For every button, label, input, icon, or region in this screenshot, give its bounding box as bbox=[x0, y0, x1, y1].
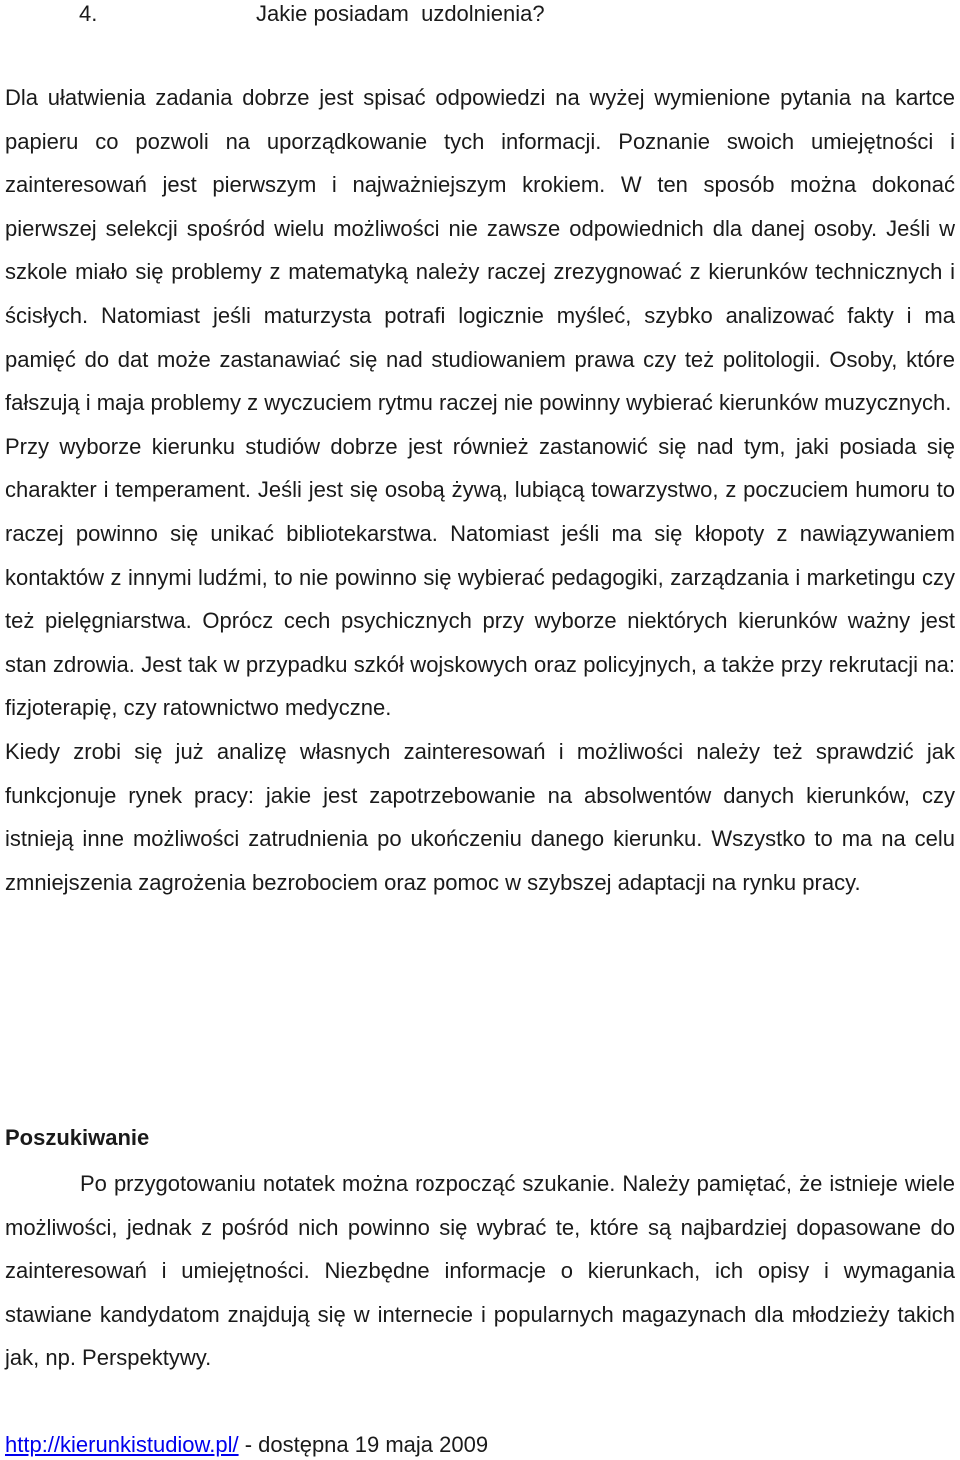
paragraph-search: Po przygotowaniu notatek można rozpocząć szukanie. Należy pamiętać, że istnieje wiele możliwości, jednak z pośród nich powinno się wybrać te, które są najbardziej dopasowane do zainteresowań i umiejętności. Niezbędne informacje o kierunkach, ich opisy i wymagania stawiane kandydatom znajdują się w internecie i popularnych magazynach dla młodzieży takich jak, np. Perspektywy. bbox=[5, 1171, 955, 1371]
search-section-body bbox=[5, 1162, 955, 1380]
footer-date: - dostępna 19 maja 2009 bbox=[238, 1432, 489, 1457]
search-section-title: Poszukiwanie bbox=[5, 1125, 150, 1150]
body-text bbox=[5, 76, 955, 904]
paragraph-temperament: Przy wyborze kierunku studiów dobrze jest również zastanowić się nad tym, jaki posiada się charakter i temperament. Jeśli jest się osobą żywą, lubiącą towarzystwo, z poczuciem humoru to raczej powinno się unikać bibliotekarstwa. Natomiast jeśli ma się kłopoty z nawiązywaniem kontaktów z innymi ludźmi, to nie powinno się wybierać pedagogiki, zarządzania i marketingu czy też pielęgniarstwa. Oprócz cech psychicznych przy wyborze niektórych kierunków ważny jest stan zdrowia. Jest tak w przypadku szkół wojskowych oraz policyjnych, a także przy rekrutacji na: fizjoterapię, czy ratownictwo medyczne. bbox=[5, 433, 955, 721]
section-title-text: Jakie posiadam uzdolnienia? bbox=[256, 1, 545, 26]
footer bbox=[5, 1431, 488, 1459]
paragraph-labor-market: Kiedy zrobi się już analizę własnych zainteresowań i możliwości należy też sprawdzić jak funkcjonuje rynek pracy: jakie jest zapotrzebowanie na absolwentów danych kierunków, czy istnieją inne możliwości zatrudnienia po ukończeniu danego kierunku. Wszystko to ma na celu zmniejszenia zagrożenia bezrobociem oraz pomoc w szybszej adaptacji na rynku pracy. bbox=[5, 738, 955, 895]
section-number: 4. bbox=[79, 1, 98, 26]
source-link[interactable]: http://kierunkistudiow.pl/ bbox=[5, 1432, 239, 1457]
section-heading bbox=[79, 0, 545, 28]
paragraph-skills: Dla ułatwienia zadania dobrze jest spisać odpowiedzi na wyżej wymienione pytania na kartce papieru co pozwoli na uporządkowanie tych informacji. Poznanie swoich umiejętności i zainteresowań jest pierwszym i najważniejszym krokiem. W ten sposób można dokonać pierwszej selekcji spośród wielu możliwości nie zawsze odpowiednich dla danej osoby. Jeśli w szkole miało się problemy z matematyką należy raczej zrezygnować z kierunków technicznych i ścisłych. Natomiast jeśli maturzysta potrafi logicznie myśleć, szybko analizować fakty i ma pamięć do dat może zastanawiać się nad studiowaniem prawa czy też politologii. Osoby, które fałszują i maja problemy z wyczuciem rytmu raczej nie powinny wybierać kierunków muzycznych. bbox=[5, 85, 955, 416]
